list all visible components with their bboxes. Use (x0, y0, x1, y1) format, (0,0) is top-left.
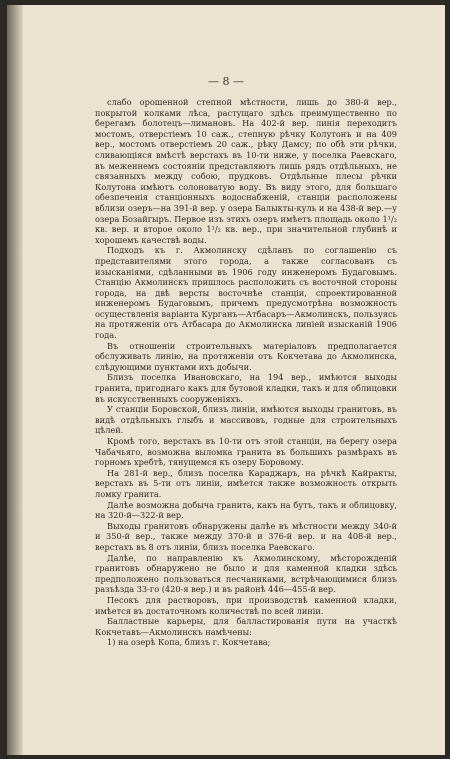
paragraph: Въ отношеніи строительныхъ матеріаловъ предполагается обслуживать линію, на протяженіи отъ Кокчетава до Акмолинска, слѣдующими пунктами ихъ добычи. (95, 340, 397, 372)
body-text (95, 97, 397, 648)
paragraph: Далѣе, по направленію къ Акмолинскому, мѣсторожденій гранитовъ обнаружено не было и для каменной кладки здѣсь предположено пользоваться песчаниками, встрѣчающимися близъ разъѣзда 33-го (420-я вер.) и въ районѣ 446—455-й вер. (95, 552, 397, 595)
list-item: 1) на озерѣ Копа, близъ г. Кокчетава; (107, 637, 271, 648)
paragraph: Балластные карьеры, для балластированія пути на участкѣ Кокчетавъ—Акмолинскъ намѣчены: (95, 616, 397, 637)
book-spine-shadow (7, 5, 23, 755)
paragraph: У станціи Боровской, близъ линіи, имѣются выходы гранитовъ, въ видѣ отдѣльныхъ глыбъ и массивовъ, годные для строительныхъ цѣлей. (95, 404, 397, 436)
paragraph: Подходъ къ г. Акмолинску сдѣланъ по соглашенію съ представителями этого города, а также согласованъ съ изысканіями, сдѣланными въ 1906 году инженеромъ Будаговымъ. Станцію Акмолинскъ пришлось расположить съ восточной стороны города, на двѣ версты восточнѣе станціи, спроектированной инженеромъ Будаговымъ, причемъ предусмотрѣна возможность осуществленія варіанта Курганъ—Атбасаръ—Акмолинскъ, пользуясь на протяженіи отъ Атбасара до Акмолинска линіей изысканій 1906 года. (95, 245, 397, 341)
paragraph: слабо орошенной степной мѣстности, лишь до 380-й вер., покрытой колками лѣса, растущаго здѣсь преимущественно по берегамъ болотецъ—лимановъ. На 402-й вер. линія переходитъ мостомъ, отверстіемъ 10 саж., степную рѣчку Колутонъ и на 409 вер., мостомъ отверстіемъ 20 саж., рѣку Дамсу; по обѣ эти рѣчки, сливающіяся вмѣстѣ верстахъ въ 10-ти ниже, у поселка Раевскаго, въ меженнемъ состояніи представляютъ лишь рядъ отдѣльныхъ, не связанныхъ между собою, прудковъ. Отдѣльные плесы рѣчки Колутона имѣютъ солоноватую воду. Въ виду этого, для большаго обезпеченія станціонныхъ водоснабженій, станціи расположены вблизи озеръ—на 391-й вер. у озера Балыкты-куль и на 438-й вер.—у озера Бозайгыръ. Первое изъ этихъ озеръ имѣетъ площадь около 1¹/₂ кв. вер. и второе около 1¹/₂ кв. вер., при значительной глубинѣ и хорошемъ качествѣ воды. (95, 97, 397, 245)
paragraph: Кромѣ того, верстахъ въ 10-ти отъ этой станціи, на берегу озера Чабачьяго, возможна выломка гранита въ большихъ размѣрахъ въ горномъ хребтѣ, тянущемся къ озеру Боровому. (95, 436, 397, 468)
paragraph: Близъ поселка Ивановскаго, на 194 вер., имѣются выходы гранита, пригоднаго какъ для бутовой кладки, такъ и для облицовки въ искусственныхъ сооруженіяхъ. (95, 372, 397, 404)
paragraph: На 281-й вер., близъ поселка Караджаръ, на рѣчкѣ Кайракты, верстахъ въ 5-ти отъ линіи, имѣется также возможность открыть ломку гранита. (95, 467, 397, 499)
paragraph: Выходы гранитовъ обнаружены далѣе въ мѣстности между 340-й и 350-й вер., также между 370-й и 376-й вер. и на 408-й вер., верстахъ въ 8 отъ линіи, близъ поселка Раевскаго. (95, 520, 397, 552)
page-number: — 8 — (208, 75, 244, 88)
paragraph: Песокъ для растворовъ, при производствѣ каменной кладки, имѣется въ достаточномъ количествѣ по всей линіи. (95, 594, 397, 616)
paragraph: Далѣе возможна добыча гранита, какъ на бутъ, такъ и облицовку, на 320-й—322-й вер. (95, 499, 397, 521)
book-page (7, 5, 445, 755)
